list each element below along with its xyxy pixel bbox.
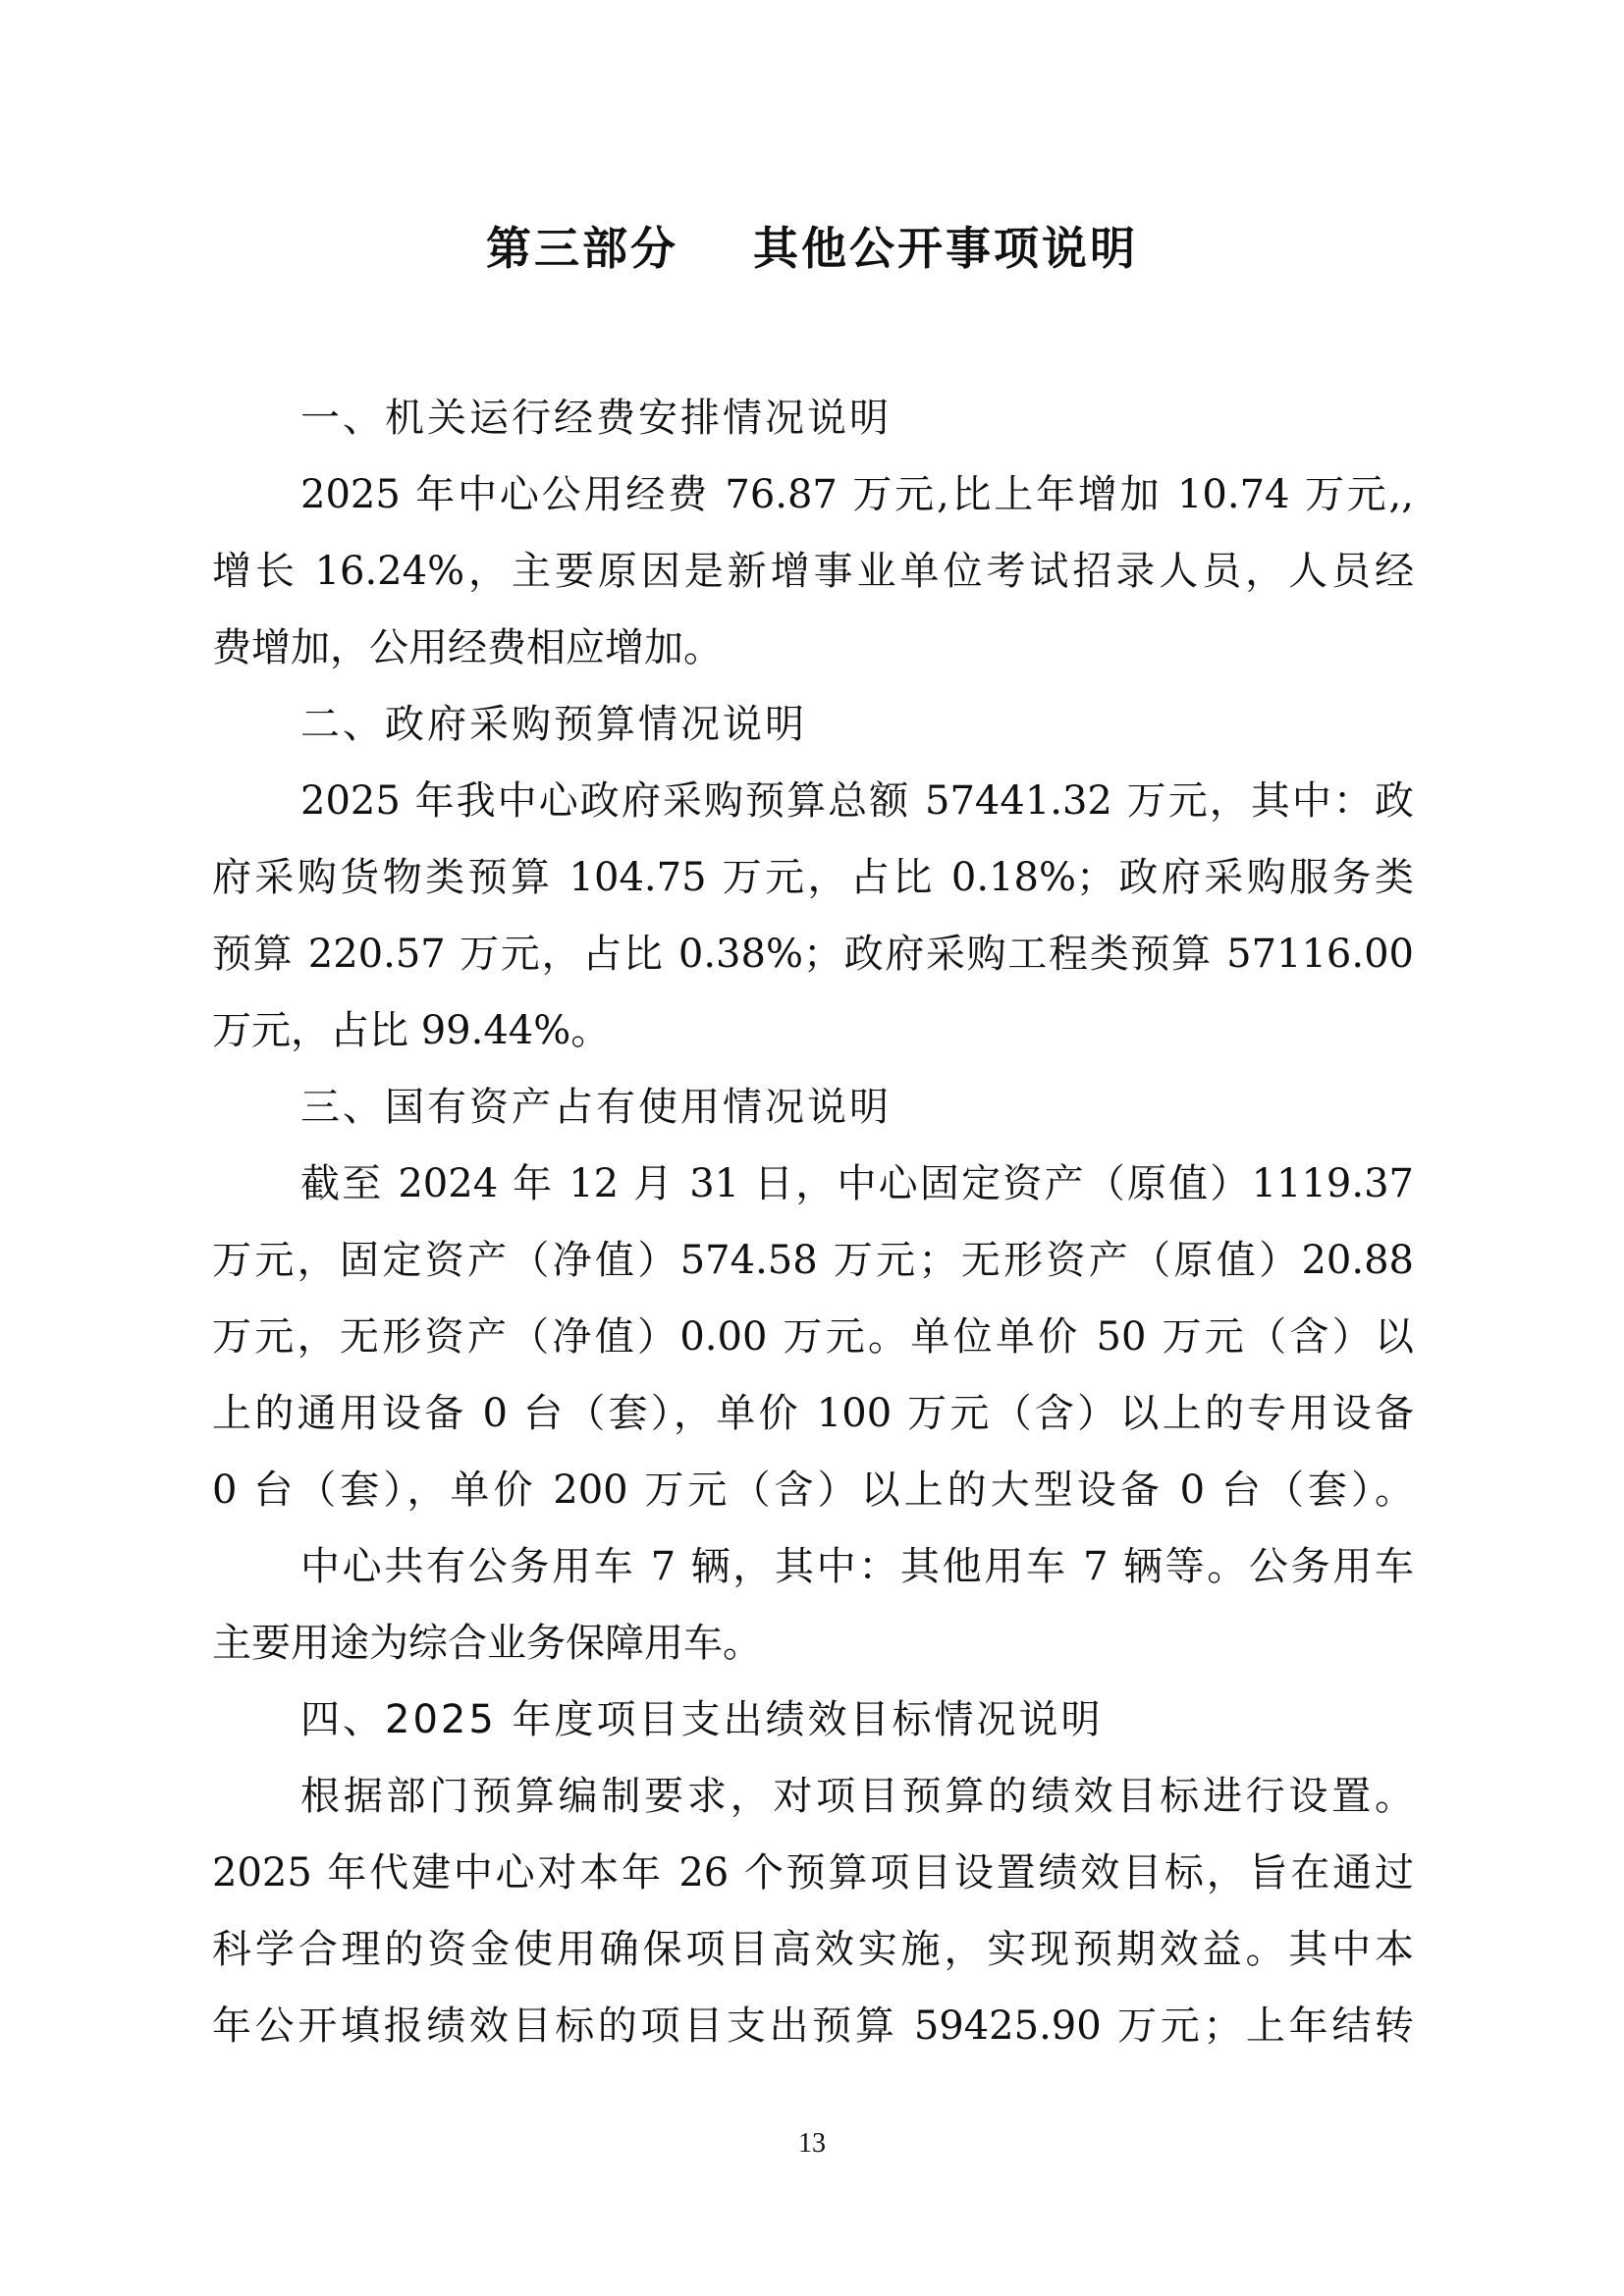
paragraph-line: 年公开填报绩效目标的项目支出预算 59425.90 万元；上年结转	[212, 2003, 1414, 2049]
paragraph-line: 万元，无形资产（净值）0.00 万元。单位单价 50 万元（含）以	[212, 1314, 1414, 1360]
section-heading-1: 一、机关运行经费安排情况说明	[300, 396, 892, 441]
paragraph-line: 增长 16.24%，主要原因是新增事业单位考试招录人员，人员经	[212, 549, 1414, 594]
section-heading-3: 三、国有资产占有使用情况说明	[300, 1085, 892, 1130]
section-heading-4: 四、2025 年度项目支出绩效目标情况说明	[300, 1697, 1104, 1742]
paragraph-line: 中心共有公务用车 7 辆，其中：其他用车 7 辆等。公务用车	[300, 1544, 1414, 1589]
paragraph-line: 2025 年中心公用经费 76.87 万元,比上年增加 10.74 万元,,	[300, 472, 1414, 517]
paragraph-line: 预算 220.57 万元，占比 0.38%；政府采购工程类预算 57116.00	[212, 932, 1414, 977]
paragraph-line: 2025 年代建中心对本年 26 个预算项目设置绩效目标，旨在通过	[212, 1850, 1414, 1896]
page-number: 13	[798, 2128, 826, 2159]
paragraph-line: 万元，占比 99.44%。	[212, 1008, 611, 1053]
section-heading-2: 二、政府采购预算情况说明	[300, 702, 807, 747]
paragraph-line: 2025 年我中心政府采购预算总额 57441.32 万元，其中：政	[300, 778, 1414, 824]
paragraph-line: 0 台（套），单价 200 万元（含）以上的大型设备 0 台（套）。	[212, 1468, 1414, 1513]
paragraph-line: 科学合理的资金使用确保项目高效实施，实现预期效益。其中本	[212, 1927, 1414, 1972]
paragraph-line: 费增加，公用经费相应增加。	[212, 625, 723, 670]
paragraph-line: 上的通用设备 0 台（套），单价 100 万元（含）以上的专用设备	[212, 1391, 1414, 1436]
paragraph-line: 根据部门预算编制要求，对项目预算的绩效目标进行设置。	[300, 1774, 1414, 1819]
paragraph-line: 万元，固定资产（净值）574.58 万元；无形资产（原值）20.88	[212, 1238, 1414, 1283]
paragraph-line: 截至 2024 年 12 月 31 日，中心固定资产（原值）1119.37	[300, 1161, 1414, 1206]
paragraph-line: 府采购货物类预算 104.75 万元，占比 0.18%；政府采购服务类	[212, 855, 1414, 900]
paragraph-line: 主要用途为综合业务保障用车。	[212, 1621, 762, 1666]
page-title: 第三部分 其他公开事项说明	[485, 222, 1139, 275]
